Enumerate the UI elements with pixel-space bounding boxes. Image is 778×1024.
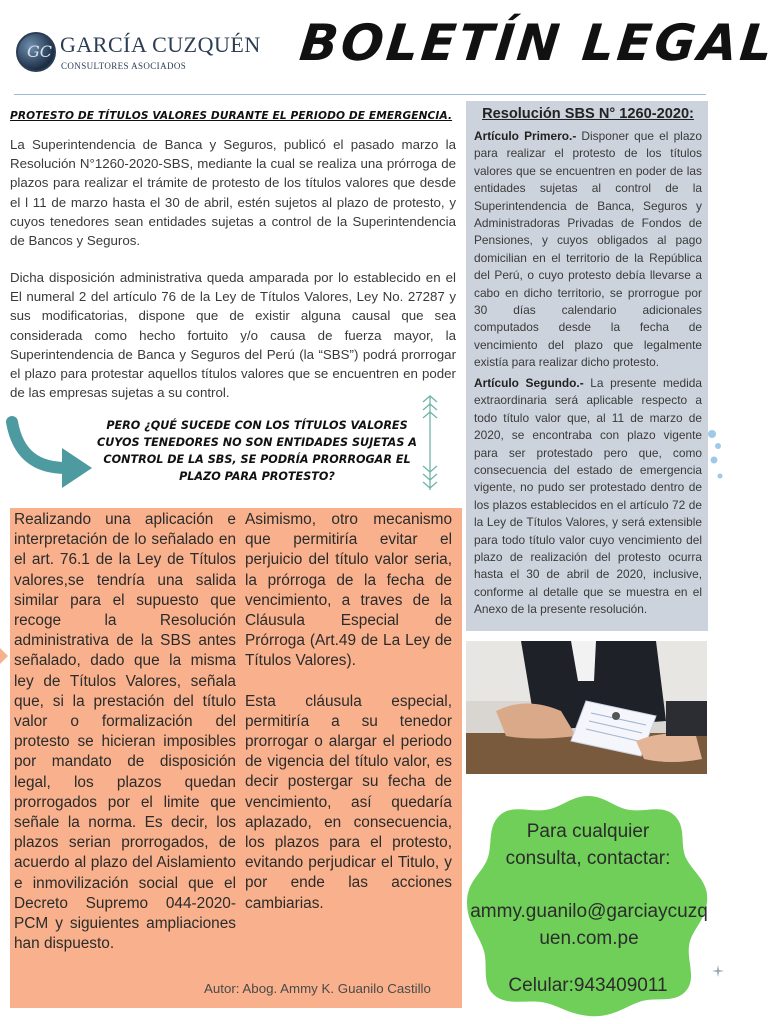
decorative-dots-icon xyxy=(704,428,724,488)
analysis-column-1: Realizando una aplicación e interpretación de lo señalado en el art. 76.1 de la Ley de Títulos valores,se tendría una salida similar para el supuesto que recoge la Resolución administrativa de la SBS antes señalado, dado que la misma ley de Títulos Valores, señala que, si la prestación del título valor o formalización del protesto se hicieran imposibles por mandato de disposición legal, los plazos quedan prorrogados por el limite que señale la norma. Es decir, los plazos serian prorrogados, de acuerdo al plazo del Aislamiento e inmovilización social que el Decreto Supremo 044-2020-PCM y siguientes ampliaciones han dispuesto. xyxy=(14,511,236,953)
bulletin-title: BOLETÍN LEGAL xyxy=(296,14,778,72)
article-primero-text: Disponer que el plazo para realizar el protesto de los títulos valores que se encuentren en poder de las entidades sujetas al control de la Superintendencia de Banca, Seguros y Administradoras Privadas de Fondos de Pensiones, y cuyos obligados al pago domicilian en el territorio de la República del Perú, o cuyo protesto debía llevarse a cabo en dicho territorio, se prorrogue por 30 días calendario adicionales computados desde la fecha de vencimiento del plazo que legalmente existía para realizar dicho protesto. xyxy=(474,129,702,370)
article-segundo xyxy=(474,375,702,619)
logo-mark: GC xyxy=(27,42,53,61)
logo-subtitle: CONSULTORES ASOCIADOS xyxy=(61,61,187,71)
sparkle-decoration-icon xyxy=(712,965,724,977)
contact-phone[interactable]: Celular:943409011 xyxy=(508,975,668,996)
question-callout: PERO ¿QUÉ SUCEDE CON LOS TÍTULOS VALORES CUYOS TENEDORES NO SON ENTIDADES SUJETAS A CONTROL DE LA SBS, SE PODRÍA PRORROGAR EL PLAZO PARA PROTESTO? xyxy=(97,419,417,483)
company-logo xyxy=(14,30,261,78)
contact-email-link[interactable]: ammy.guanilo@garciaycuzquen.com.pe xyxy=(470,901,708,949)
curved-arrow-icon xyxy=(4,408,94,493)
analysis-column-2-paragraph-1: Asimismo, otro mecanismo que permitiría evitar el perjuicio del título valor seria, la prórroga de la fecha de vencimiento, a traves de la Cláusula Especial de Prórroga (Art.49 de La Ley de Títulos Valores). xyxy=(245,511,452,670)
contact-heading: Para cualquier consulta, contactar: xyxy=(505,821,671,869)
resolution-title: Resolución SBS N° 1260-2020: xyxy=(482,106,694,122)
arrow-down-decoration-icon xyxy=(420,392,440,494)
header-divider xyxy=(14,94,706,95)
author-credit: Autor: Abog. Ammy K. Guanilo Castillo xyxy=(204,981,431,996)
article-paragraph-1: La Superintendencia de Banca y Seguros, publicó el pasado marzo la Resolución N°1260-2020-SBS, mediante la cual se realiza una prórroga de plazos para realizar el trámite de protesto de los títulos valores que desde el l 11 de marzo hasta el 30 de abril, estén sujetos al plazo de protesto, y cuyos tenedores sean entidades sujetas a control de la Superintendencia de Bancos y Seguros. xyxy=(10,137,456,249)
analysis-column-2-paragraph-2: Esta cláusula especial, permitiría a su tenedor prorrogar o alargar el periodo de vigencia del título valor, es decir postergar su fecha de vencimiento, así quedaría aplazado, en consecuencia, los plazos para el protesto, evitando perjudicar el Titulo, y por ende las acciones cambiarias. xyxy=(245,692,452,912)
logo-emblem-icon xyxy=(16,32,56,72)
article-primero xyxy=(474,128,702,372)
cheque-handover-image-icon xyxy=(466,641,707,774)
article-title: PROTESTO DE TÍTULOS VALORES DURANTE EL PERIODO DE EMERGENCIA. xyxy=(10,110,453,122)
article-segundo-label: Artículo Segundo.- xyxy=(474,376,584,390)
cheque-handover-photo xyxy=(466,641,707,774)
article-segundo-text: La presente medida extraordinaria será aplicable respecto a todo título valor que, al 11 de marzo de 2020, se encontraba con plazo vigente para ser protestado pero que, como consecuencia del estado de emergencia vigente, no pudo ser protestado dentro de los plazos establecidos en el artículo 72 de la Ley de Títulos Valores, y será extensible para todo título valor cuyo vencimiento del plazo de realización del protesto ocurra hasta el 30 de abril de 2020, inclusive, conforme al detalle que se muestra en el Anexo de la presente resolución. xyxy=(474,376,702,617)
article-paragraph-2: Dicha disposición administrativa queda amparada por lo establecido en el El numeral 2 del artículo 76 de la Ley de Títulos Valores, Ley No. 27287 y sus modificatorias, dispone que de existir alguna causal que sea considerada como hecho fortuito y/o causa de fuerza mayor, la Superintendencia de Banca y Seguros del Perú (la “SBS”) podrá prorrogar el plazo para protestar aquellos títulos valores que se encuentren en poder de las empresas sujetas a su control. xyxy=(10,270,456,401)
article-primero-label: Artículo Primero.- xyxy=(474,129,577,143)
logo-name: GARCÍA CUZQUÉN xyxy=(60,32,261,57)
analysis-column-2 xyxy=(245,510,452,914)
left-notch-decoration xyxy=(0,648,8,664)
